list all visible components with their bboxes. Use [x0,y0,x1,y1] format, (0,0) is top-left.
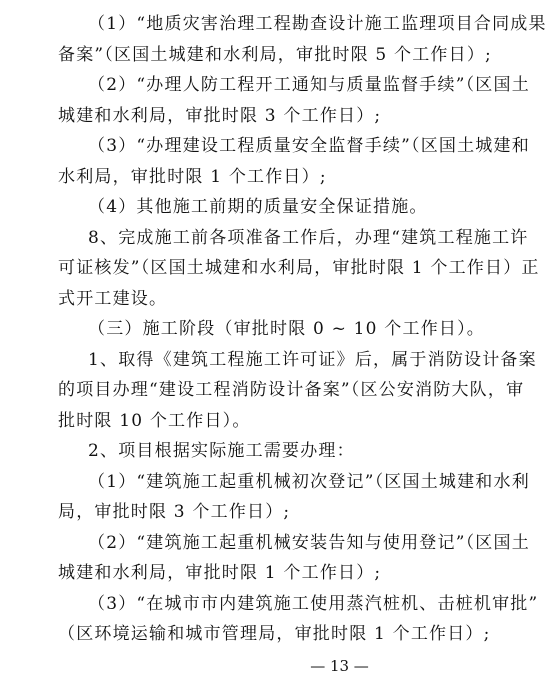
text-line: 式开工建设。 [58,288,168,309]
text-line: （2）“办理人防工程开工通知与质量监督手续”（区国土 [88,75,530,95]
text-line: 城建和水利局，审批时限 3 个工作日）; [58,105,382,126]
text-line: （三）施工阶段（审批时限 0 ~ 10 个工作日）。 [88,319,486,339]
page-number: — 13 — [310,657,369,675]
text-line: 水利局，审批时限 1 个工作日）; [58,166,327,187]
text-line: （3）“办理建设工程质量安全监督手续”（区国土城建和 [88,136,530,156]
text-line: 局，审批时限 3 个工作日）; [58,502,291,522]
text-line: 批时限 10 个工作日）。 [58,410,251,431]
text-line: 备案”（区国土城建和水利局，审批时限 5 个工作日）; [58,44,492,65]
text-line: （区环境运输和城市管理局，审批时限 1 个工作日）; [58,624,491,644]
text-line: 1、取得《建筑工程施工许可证》后，属于消防设计备案 [88,349,537,370]
text-line: （3）“在城市市内建筑施工使用蒸汽桩机、击桩机审批” [88,593,539,614]
text-line: （1）“地质灾害治理工程勘查设计施工监理项目合同成果 [88,14,547,34]
text-line: 城建和水利局，审批时限 1 个工作日）; [58,563,382,583]
text-line: 2、项目根据实际施工需要办理： [88,441,355,461]
text-line: （4）其他施工前期的质量安全保证措施。 [88,197,428,217]
text-line: （1）“建筑施工起重机械初次登记”（区国土城建和水利 [88,471,530,492]
text-line: 的项目办理“建设工程消防设计备案”（区公安消防大队，审 [58,380,525,400]
text-line: 可证核发”（区国土城建和水利局，审批时限 1 个工作日）正 [58,258,540,278]
text-line: 8、完成施工前各项准备工作后，办理“建筑工程施工许 [88,227,529,248]
text-line: （2）“建筑施工起重机械安装告知与使用登记”（区国土 [88,532,530,553]
